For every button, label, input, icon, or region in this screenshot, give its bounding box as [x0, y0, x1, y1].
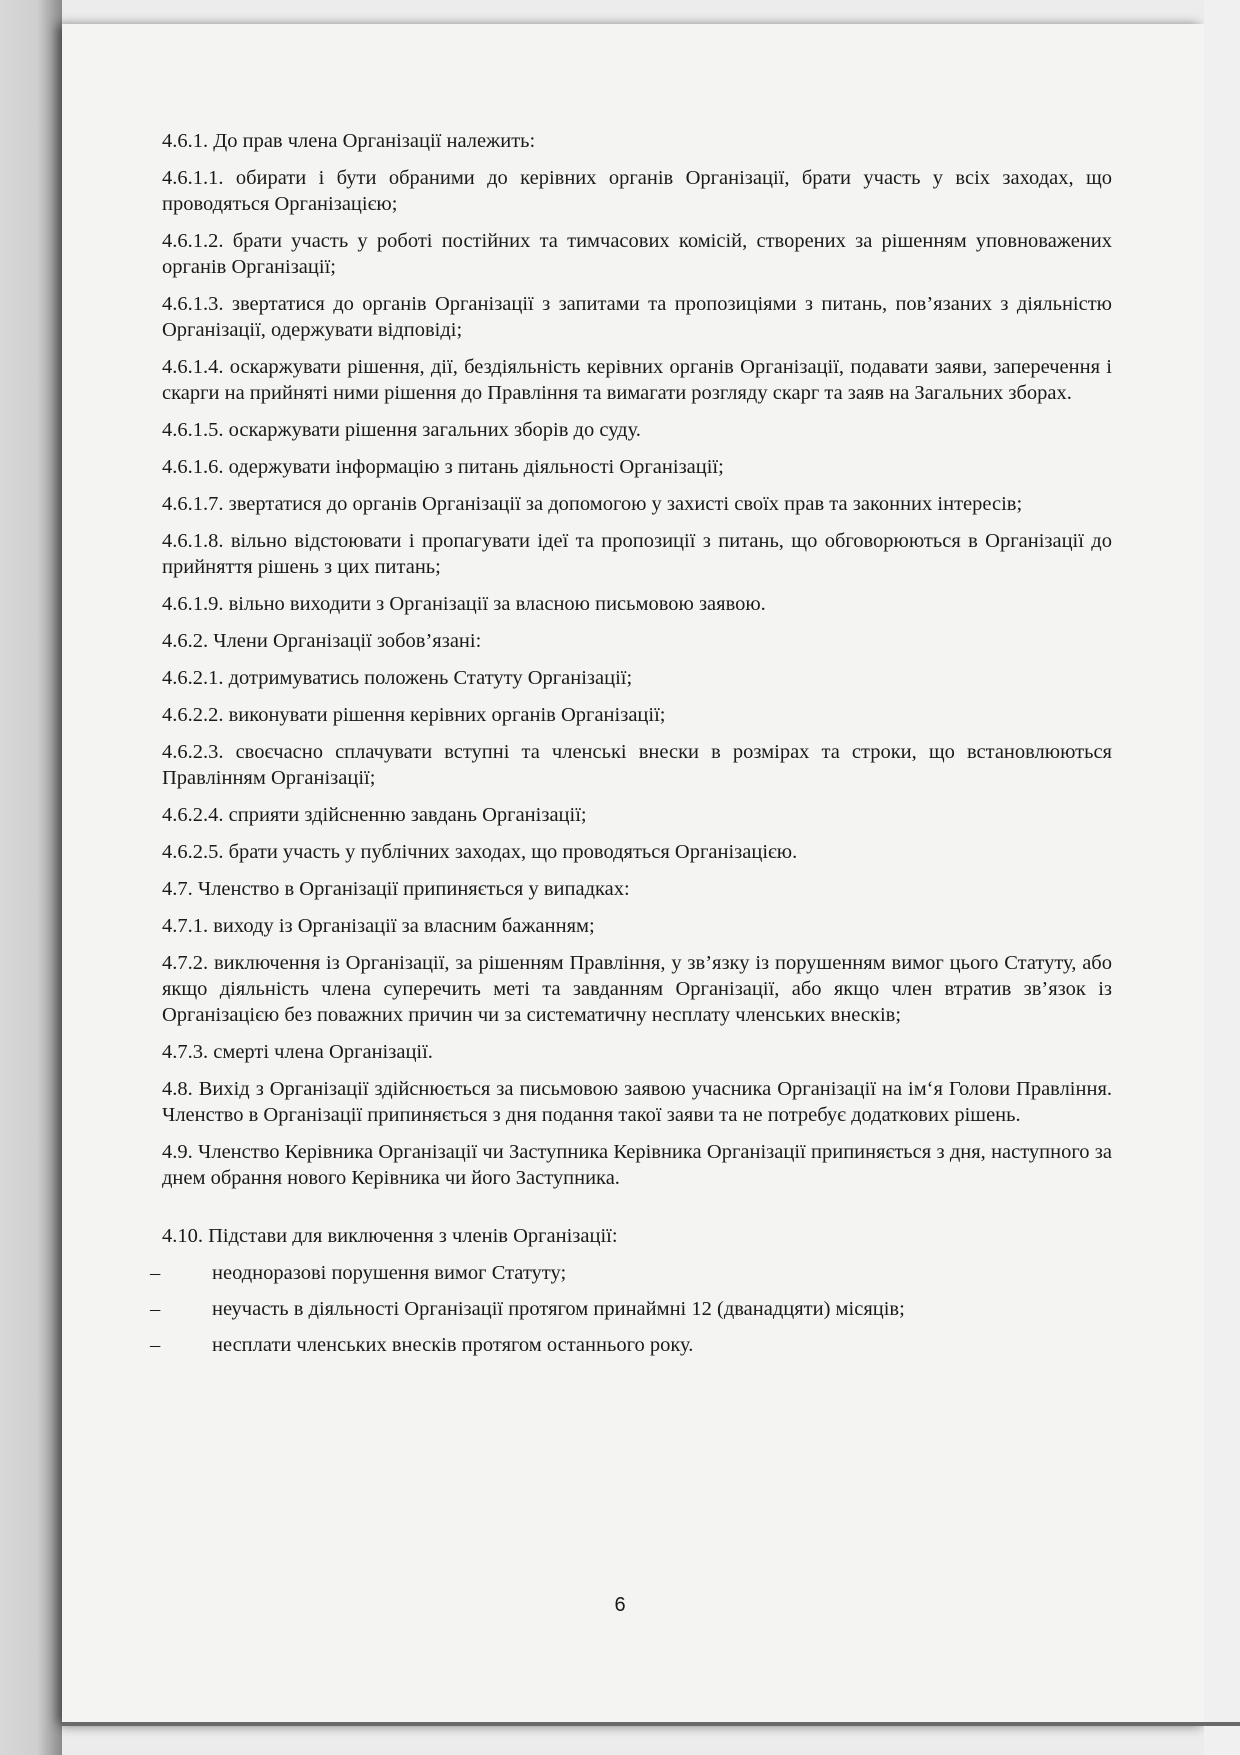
- paragraph-4-6-2: 4.6.2. Члени Організації зобов’язані:: [162, 630, 482, 652]
- paragraph-4-7: 4.7. Членство в Організації припиняється у випадках:: [162, 878, 630, 900]
- paragraph-4-7-1: 4.7.1. виходу із Організації за власним бажанням;: [162, 915, 595, 937]
- paragraph-4-6-1-5: 4.6.1.5. оскаржувати рішення загальних зборів до суду.: [162, 419, 641, 441]
- paragraph-4-6-2-3: 4.6.2.3. своєчасно сплачувати вступні та членські внески в розмірах та строки, що встановлюються Правлінням Організації;: [162, 741, 1112, 789]
- dash-marker: –: [150, 1298, 161, 1320]
- paragraph-4-6-1: 4.6.1. До прав члена Організації належить:: [162, 130, 536, 152]
- list-item: [150, 1332, 1112, 1358]
- paragraph-4-6-1-2: 4.6.1.2. брати участь у роботі постійних та тимчасових комісій, створених за рішенням уповноважених органів Організації;: [162, 230, 1112, 278]
- paragraph-4-6-1-1: 4.6.1.1. обирати і бути обраними до керівних органів Організації, брати участь у всіх заходах, що проводяться Організацією;: [162, 167, 1112, 215]
- scan-bottom-edge: [62, 1722, 1240, 1726]
- paragraph-4-6-1-7: 4.6.1.7. звертатися до органів Організації за допомогою у захисті своїх прав та законних інтересів;: [162, 493, 1023, 515]
- list-item-text: несплати членських внесків протягом останнього року.: [212, 1334, 694, 1356]
- page-number: 6: [614, 1594, 626, 1616]
- scan-left-edge: [0, 0, 62, 1755]
- paragraph-4-9: 4.9. Членство Керівника Організації чи Заступника Керівника Організації припиняється з дня, наступного за днем обрання нового Керівника чи його Заступника.: [162, 1141, 1112, 1189]
- paragraph-4-6-1-3: 4.6.1.3. звертатися до органів Організації з запитами та пропозиціями з питань, пов’язаних з діяльністю Організації, одержувати відповіді;: [162, 293, 1112, 341]
- paragraph-4-6-1-6: 4.6.1.6. одержувати інформацію з питань діяльності Організації;: [162, 456, 724, 478]
- list-item-text: неучасть в діяльності Організації протягом принаймні 12 (дванадцяти) місяців;: [212, 1298, 905, 1320]
- paragraph-4-6-1-9: 4.6.1.9. вільно виходити з Організації за власною письмовою заявою.: [162, 593, 766, 615]
- paragraph-4-6-2-1: 4.6.2.1. дотримуватись положень Статуту Організації;: [162, 667, 633, 689]
- scan-right-margin: [1204, 0, 1240, 1755]
- dash-marker: –: [150, 1334, 161, 1356]
- paragraph-4-6-2-4: 4.6.2.4. сприяти здійсненню завдань Організації;: [162, 804, 587, 826]
- paragraph-4-6-1-4: 4.6.1.4. оскаржувати рішення, дії, бездіяльність керівних органів Організації, подавати заяви, заперечення і скарги на прийняті ними рішення до Правління та вимагати розгляду скарг та заяв на Загальних зборах.: [162, 356, 1112, 404]
- paragraph-4-10-heading: 4.10. Підстави для виключення з членів Організації:: [162, 1225, 618, 1247]
- paragraph-4-7-2: 4.7.2. виключення із Організації, за рішенням Правління, у зв’язку із порушенням вимог цього Статуту, або якщо діяльність члена суперечить меті та завданням Організації, або якщо член втратив зв’язок із Організацією без поважних причин чи за систематичну несплату членських внесків;: [162, 952, 1112, 1026]
- paragraph-4-7-3: 4.7.3. смерті члена Організації.: [162, 1041, 433, 1063]
- document-body: [150, 128, 1112, 1368]
- paragraph-4-6-2-2: 4.6.2.2. виконувати рішення керівних органів Організації;: [162, 704, 666, 726]
- list-item: [150, 1260, 1112, 1286]
- list-item-text: неодноразові порушення вимог Статуту;: [212, 1262, 567, 1284]
- paragraph-4-6-2-5: 4.6.2.5. брати участь у публічних заходах, що проводяться Організацією.: [162, 841, 798, 863]
- paragraph-4-6-1-8: 4.6.1.8. вільно відстоювати і пропагувати ідеї та пропозиції з питань, що обговорюються в Організації до прийняття рішень з цих питань;: [162, 530, 1112, 578]
- list-item: [150, 1296, 1112, 1322]
- dash-marker: –: [150, 1262, 161, 1284]
- paragraph-4-8: 4.8. Вихід з Організації здійснюється за письмовою заявою учасника Організації на ім‘я Голови Правління. Членство в Організації припиняється з дня подання такої заяви та не потребує додаткових рішень.: [162, 1078, 1112, 1126]
